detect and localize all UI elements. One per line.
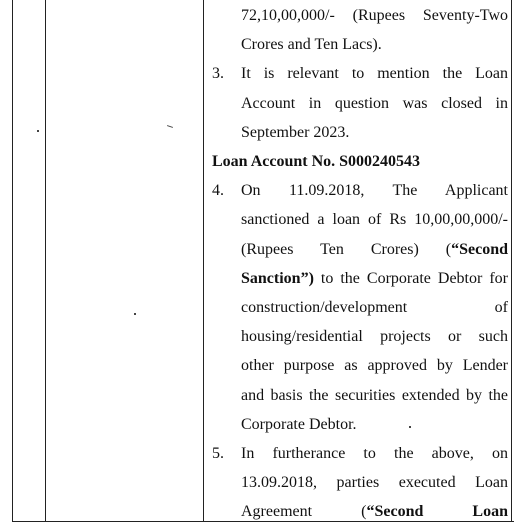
line-fragment: Agreement (: [241, 503, 367, 521]
table-right-border: [511, 0, 512, 522]
section-heading: Loan Account No. S000240543: [212, 153, 421, 170]
list-number: 3.: [212, 65, 224, 83]
line-fragment: (Rupees Ten Crores) (: [241, 240, 452, 258]
line-text: It is relevant to mention the Loan: [241, 65, 508, 83]
line-text: [241, 269, 508, 289]
line-text: 72,10,00,000/- (Rupees Seventy-Two: [241, 7, 508, 24]
list-number: 4.: [212, 182, 224, 200]
line-text: In furtherance to the above, on: [241, 445, 508, 462]
table-column-divider: [45, 0, 46, 522]
line-text: Corporate Debtor.: [241, 415, 357, 433]
scan-speck: [134, 313, 136, 315]
defined-term: Sanction”): [241, 269, 314, 287]
scan-speck: [167, 125, 173, 128]
line-text: [241, 502, 508, 522]
line-text: housing/residential projects or such: [241, 328, 508, 346]
table-column-divider: [203, 0, 204, 522]
line-text: September 2023.: [241, 123, 350, 141]
scan-speck: [37, 130, 39, 132]
line-text: Account in question was closed in: [241, 94, 508, 112]
line-text: [241, 240, 508, 260]
line-fragment: to the Corporate Debtor for: [313, 269, 508, 287]
line-text: Crores and Ten Lacs).: [241, 36, 382, 54]
line-text: On 11.09.2018, The Applicant: [241, 182, 508, 200]
line-text: and basis the securities extended by the: [241, 386, 508, 404]
defined-term: “Second Loan: [366, 503, 508, 521]
list-number: 5.: [212, 445, 224, 462]
defined-term: “Second: [451, 240, 508, 258]
line-text: other purpose as approved by Lender: [241, 357, 508, 375]
line-text: 13.09.2018, parties executed Loan: [241, 474, 508, 492]
line-text: sanctioned a loan of Rs 10,00,00,000/-: [241, 211, 508, 229]
line-text: construction/development of: [241, 299, 508, 316]
table-left-border: [12, 0, 13, 522]
